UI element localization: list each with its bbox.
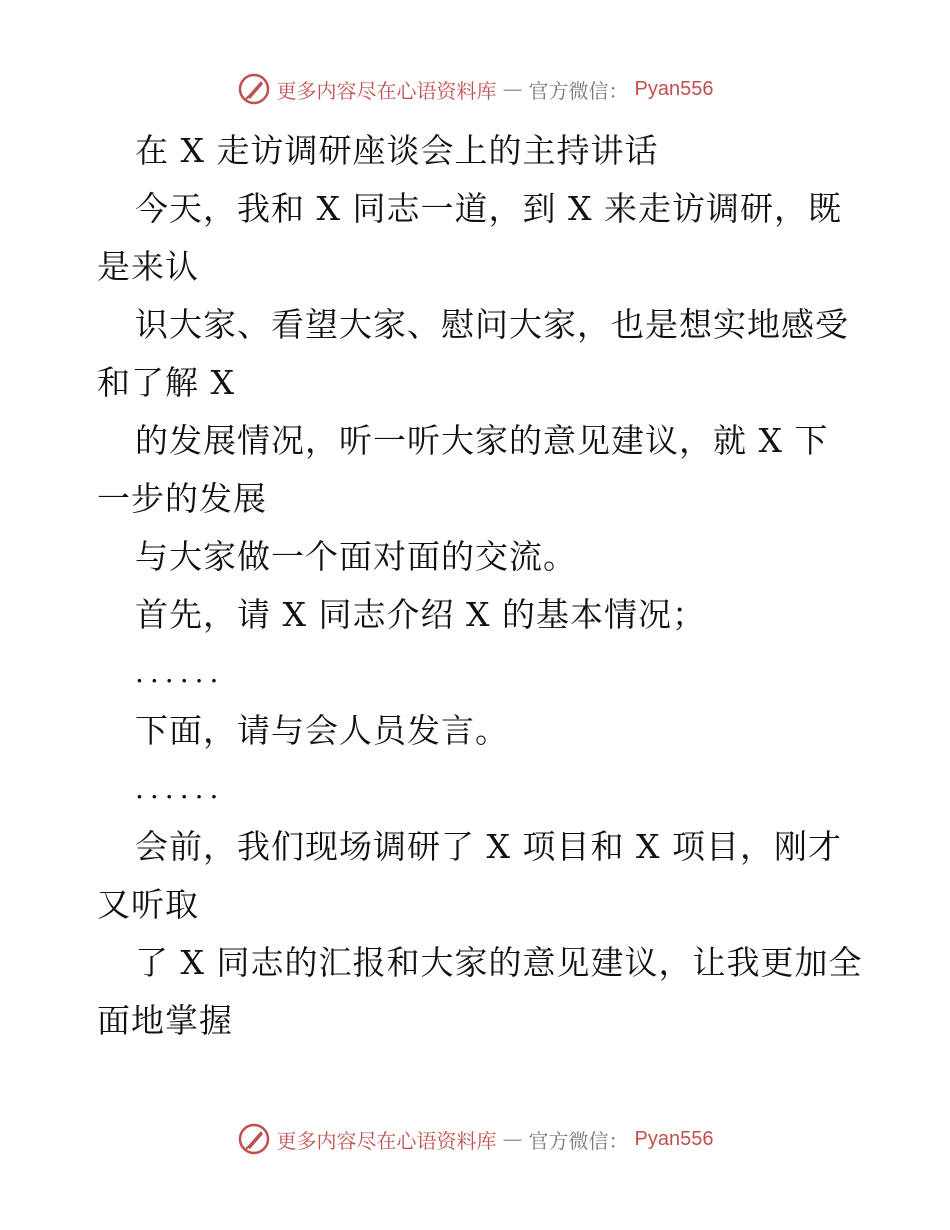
paragraph-line: 首先，请 X 同志介绍 X 的基本情况； xyxy=(135,595,706,634)
paragraph-line: 与大家做一个面对面的交流。 xyxy=(135,537,577,576)
footer-watermark xyxy=(0,1122,950,1156)
watermark-wechat-id: Pyan556 xyxy=(634,1127,714,1150)
document-body xyxy=(97,122,863,1050)
ellipsis-line: ...... xyxy=(135,656,225,689)
paragraph-line: 了 X 同志的汇报和大家的意见建议，让我更加全 xyxy=(135,943,863,982)
watermark-dash: — xyxy=(502,1127,523,1151)
paragraph-line: 的发展情况，听一听大家的意见建议，就 X 下 xyxy=(135,421,829,460)
paragraph-line: 今天，我和 X 同志一道，到 X 来走访调研，既 xyxy=(135,189,842,228)
watermark-wechat-label: 官方微信： xyxy=(528,78,629,103)
paragraph-line: 下面，请与会人员发言。 xyxy=(135,711,509,750)
paragraph-line: 会前，我们现场调研了 X 项目和 X 项目，刚才 xyxy=(135,827,842,866)
paragraph-line: 和了解 X xyxy=(97,363,235,402)
ellipsis-line: ...... xyxy=(135,772,225,805)
quill-logo-icon xyxy=(237,72,271,106)
quill-logo-icon xyxy=(237,1122,271,1156)
watermark-main-text: 更多内容尽在心语资料库 xyxy=(276,78,497,103)
watermark-wechat-label: 官方微信： xyxy=(528,1128,629,1153)
paragraph-line: 是来认 xyxy=(97,247,199,286)
watermark-wechat-id: Pyan556 xyxy=(634,77,714,100)
document-title: 在 X 走访调研座谈会上的主持讲话 xyxy=(135,131,659,170)
paragraph-line: 又听取 xyxy=(97,885,199,924)
paragraph-line: 面地掌握 xyxy=(97,1001,233,1040)
paragraph-line: 一步的发展 xyxy=(97,479,267,518)
header-watermark xyxy=(0,72,950,106)
watermark-main-text: 更多内容尽在心语资料库 xyxy=(276,1128,497,1153)
paragraph-line: 识大家、看望大家、慰问大家，也是想实地感受 xyxy=(135,305,849,344)
watermark-dash: — xyxy=(502,77,523,101)
